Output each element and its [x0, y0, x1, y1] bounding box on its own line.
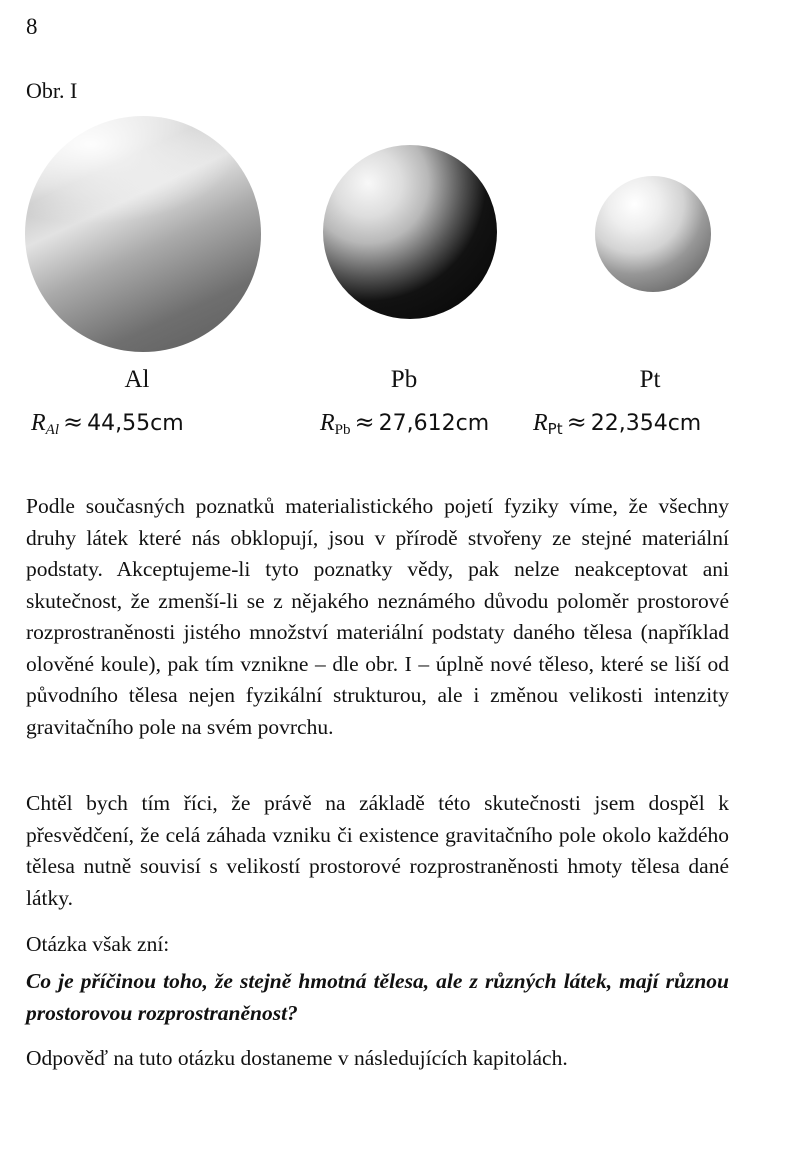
key-question: Co je příčinou toho, že stejně hmotná tělesa, ale z různých látek, mají různou prostorovou rozprostraněnost? [26, 969, 729, 1025]
lead-sphere [323, 145, 497, 319]
aluminium-symbol: Al [124, 366, 150, 393]
radius-value: 22,354cm [590, 411, 702, 436]
aluminium-sphere [25, 116, 261, 352]
approx-sign: ≈ [354, 408, 375, 436]
platinum-sphere [595, 176, 711, 292]
radius-variable: R [31, 410, 46, 436]
radius-subscript: Pb [334, 422, 351, 438]
figure-label: Obr. I [26, 78, 78, 103]
radius-value: 44,55cm [87, 411, 184, 436]
body-paragraph: Podle současných poznatků materialistického pojetí fyziky víme, že všechny druhy látek které nás obklopují, jsou v přírodě stvořeny ze stejné materiální podstaty. Akceptujeme-li tyto poznatky vědy, pak nelze neakceptovat ani skutečnost, že zmenší-li se z nějakého neznámého důvodu poloměr prostorové rozprostraněnosti jistého množství materiální podstaty daného tělesa (například olověné koule), pak tím vznikne – dle obr. I – úplně nové těleso, které se liší od původního tělesa nejen fyzikální strukturou, ale i změnou velikosti intenzity gravitačního pole na svém povrchu. [26, 494, 729, 739]
platinum-symbol: Pt [639, 366, 661, 393]
page-number: 8 [26, 14, 38, 39]
body-paragraph: Chtěl bych tím říci, že právě na základě této skutečnosti jsem dospěl k přesvědčení, že celá záhada vzniku či existence gravitačního pole okolo každého tělesa nutně souvisí s velikostí prostorové rozprostraněnosti hmoty tělesa dané látky. [26, 791, 729, 910]
radius-value: 27,612cm [378, 411, 490, 436]
radius-variable: R [533, 410, 548, 436]
aluminium-radius [31, 410, 184, 438]
radius-subscript: Al [45, 422, 60, 438]
approx-sign: ≈ [566, 408, 587, 436]
body-paragraph: Otázka však zní: [26, 932, 170, 956]
radius-variable: R [320, 410, 335, 436]
platinum-radius [533, 410, 701, 437]
lead-symbol: Pb [390, 366, 418, 393]
approx-sign: ≈ [63, 408, 84, 436]
body-paragraph: Odpověď na tuto otázku dostaneme v následujících kapitolách. [26, 1046, 568, 1070]
lead-radius [320, 410, 489, 438]
radius-subscript: Pt [547, 420, 563, 438]
